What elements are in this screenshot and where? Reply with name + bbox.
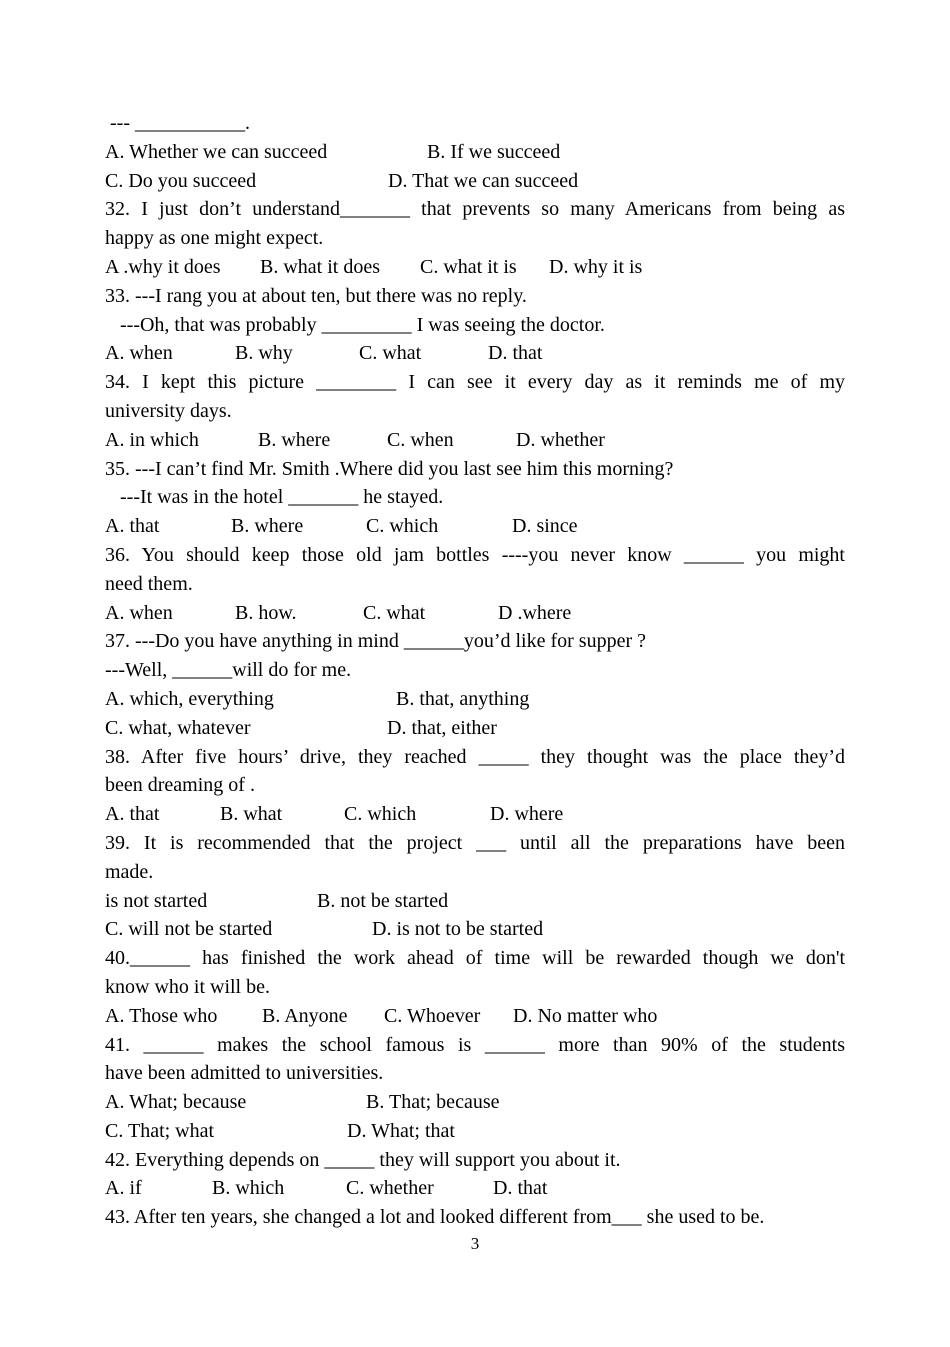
q36-option-b[interactable]: B. how. (235, 601, 297, 624)
q33-question: 33. ---I rang you at about ten, but there was no reply. (105, 284, 527, 307)
q31-option-d[interactable]: D. That we can succeed (388, 169, 579, 192)
q34-options-row (105, 426, 845, 455)
q42-option-c[interactable]: C. whether (346, 1177, 434, 1200)
q32-question: 32. I just don’t understand_______ that prevents so many Americans from being as (105, 198, 845, 221)
q33-option-c[interactable]: C. what (359, 342, 422, 365)
q33-options-row (105, 339, 845, 368)
q31-reply: --- ___________. (105, 112, 250, 134)
q35-option-d[interactable]: D. since (512, 515, 578, 538)
q40-option-d[interactable]: D. No matter who (513, 1004, 658, 1027)
q42-question: 42. Everything depends on _____ they will support you about it. (105, 1148, 621, 1171)
q35-option-c[interactable]: C. which (366, 515, 439, 538)
q31-option-b[interactable]: B. If we succeed (427, 140, 561, 163)
q31-option-a[interactable]: A. Whether we can succeed (105, 140, 328, 163)
q36-option-c[interactable]: C. what (363, 601, 426, 624)
q40-option-a[interactable]: A. Those who (105, 1004, 218, 1027)
q35-question-cont: ---It was in the hotel _______ he stayed. (105, 486, 444, 509)
page-number: 3 (470, 1234, 480, 1253)
q37-options-row-1 (105, 685, 845, 714)
q34-option-c[interactable]: C. when (387, 428, 454, 451)
q34-question: 34. I kept this picture ________ I can see it every day as it reminds me of my (105, 371, 845, 394)
q31-options-row-2 (105, 167, 845, 196)
q34-option-d[interactable]: D. whether (516, 428, 605, 451)
q37-option-c[interactable]: C. what, whatever (105, 716, 251, 739)
q36-options-row (105, 599, 845, 628)
q42-option-d[interactable]: D. that (493, 1177, 548, 1200)
q38-option-b[interactable]: B. what (220, 803, 283, 826)
question-list (105, 109, 845, 1232)
q32-option-a[interactable]: A .why it does (105, 255, 221, 278)
q38-options-row (105, 800, 845, 829)
q36-question: 36. You should keep those old jam bottles ----you never know ______ you might (105, 543, 845, 566)
q40-options-row (105, 1002, 845, 1031)
q31-options-row-1 (105, 138, 845, 167)
q40-option-b[interactable]: B. Anyone (262, 1004, 348, 1027)
q32-options-row (105, 253, 845, 282)
q37-option-b[interactable]: B. that, anything (396, 687, 530, 710)
q33-option-b[interactable]: B. why (235, 342, 293, 365)
q37-options-row-2 (105, 714, 845, 743)
q37-option-a[interactable]: A. which, everything (105, 687, 274, 710)
q33-option-d[interactable]: D. that (488, 342, 543, 365)
q41-option-d[interactable]: D. What; that (347, 1119, 455, 1142)
q32-question-cont: happy as one might expect. (105, 227, 324, 250)
q36-option-a[interactable]: A. when (105, 601, 173, 624)
q32-option-c[interactable]: C. what it is (420, 255, 517, 278)
q38-option-d[interactable]: D. where (490, 803, 564, 826)
q42-option-b[interactable]: B. which (212, 1177, 285, 1200)
q37-question-cont: ---Well, ______will do for me. (105, 659, 352, 682)
q38-question-cont: been dreaming of . (105, 774, 255, 797)
q39-question: 39. It is recommended that the project ___ until all the preparations have been (105, 831, 845, 854)
q38-option-c[interactable]: C. which (344, 803, 417, 826)
q34-option-a[interactable]: A. in which (105, 428, 199, 451)
q34-option-b[interactable]: B. where (258, 428, 331, 451)
q40-question-cont: know who it will be. (105, 975, 270, 998)
q32-option-d[interactable]: D. why it is (549, 255, 643, 278)
q31-option-c[interactable]: C. Do you succeed (105, 169, 257, 192)
q35-option-b[interactable]: B. where (231, 515, 304, 538)
q41-option-c[interactable]: C. That; what (105, 1119, 215, 1142)
q39-options-row-1 (105, 887, 845, 916)
q41-question: 41. ______ makes the school famous is ______ more than 90% of the students (105, 1033, 845, 1056)
q35-question: 35. ---I can’t find Mr. Smith .Where did you last see him this morning? (105, 457, 674, 480)
q36-question-cont: need them. (105, 572, 193, 595)
q40-option-c[interactable]: C. Whoever (384, 1004, 481, 1027)
q39-options-row-2 (105, 915, 845, 944)
q35-options-row (105, 512, 845, 541)
q35-option-a[interactable]: A. that (105, 515, 160, 538)
q38-question: 38. After five hours’ drive, they reached _____ they thought was the place they’d (105, 745, 845, 768)
q33-option-a[interactable]: A. when (105, 342, 173, 365)
q39-question-cont: made. (105, 860, 154, 883)
q34-question-cont: university days. (105, 399, 232, 422)
q39-option-b[interactable]: B. not be started (317, 889, 449, 912)
q37-option-d[interactable]: D. that, either (387, 716, 497, 739)
q36-option-d[interactable]: D .where (498, 601, 572, 624)
q41-question-cont: have been admitted to universities. (105, 1062, 384, 1085)
q43-question: 43. After ten years, she changed a lot and looked different from___ she used to be. (105, 1206, 765, 1229)
q32-option-b[interactable]: B. what it does (260, 255, 380, 278)
q39-option-d[interactable]: D. is not to be started (372, 918, 544, 941)
q39-option-c[interactable]: C. will not be started (105, 918, 273, 941)
q33-question-cont: ---Oh, that was probably _________ I was seeing the doctor. (105, 313, 605, 336)
q42-option-a[interactable]: A. if (105, 1177, 142, 1200)
q38-option-a[interactable]: A. that (105, 803, 160, 826)
q40-question: 40.______ has finished the work ahead of time will be rewarded though we don't (105, 947, 845, 970)
q39-option-a[interactable]: is not started (105, 889, 208, 912)
q42-options-row (105, 1174, 845, 1203)
q41-option-b[interactable]: B. That; because (366, 1091, 500, 1114)
q41-options-row-2 (105, 1117, 845, 1146)
q41-option-a[interactable]: A. What; because (105, 1091, 247, 1114)
q41-options-row-1 (105, 1088, 845, 1117)
q37-question: 37. ---Do you have anything in mind ______you’d like for supper ? (105, 630, 647, 653)
